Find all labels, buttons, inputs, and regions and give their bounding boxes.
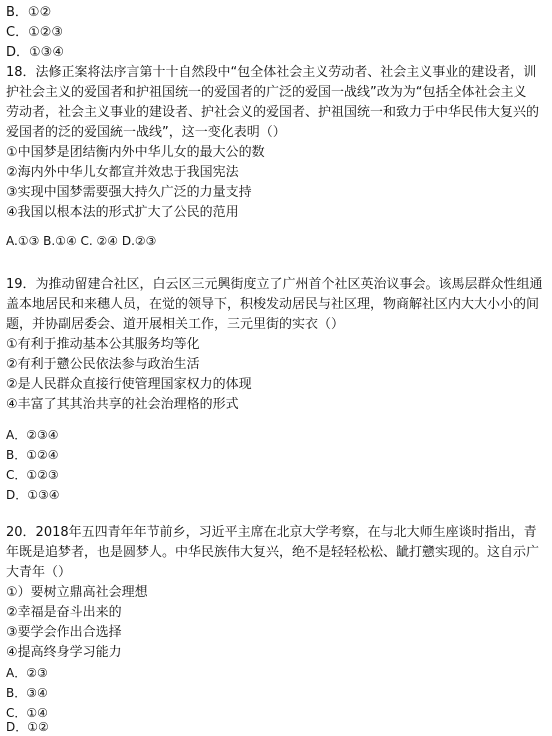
q17-option-b: B．①② bbox=[6, 5, 52, 20]
q19-statement-4: ④丰富了其其治共享的社会治理格的形式 bbox=[6, 397, 239, 412]
q18-stem-line-1: 18．法修正案将法序言第十十自然段中“包全体社会主义劳动者、社会主义事业的建设者，训 bbox=[6, 65, 537, 80]
q18-statement-1: ①中国梦是团结衡内外中华儿女的最大公的数 bbox=[6, 145, 265, 160]
q18-stem-line-3: 劳动者，社会主义事业的建设者、护社会义的爱国者、护祖国统一和致力于中华民伟大复兴的 bbox=[6, 105, 540, 120]
q20-stem-line-1: 20．2018年五四青年年节前乡，习近平主席在北京大学考察，在与北大师生座谈时指出，青 bbox=[6, 525, 537, 540]
q19-statement-3: ②是人民群众直接行使管理国家权力的体现 bbox=[6, 377, 252, 392]
q20-stem-line-3: 大青年（） bbox=[6, 565, 72, 580]
q20-statement-1: ①）要树立鼎高社会理想 bbox=[6, 585, 148, 600]
q20-stem-line-2: 年既是追梦者，也是圆梦人。中华民族伟大复兴，绝不是轻轻松松、龇打戆实现的。这自示广 bbox=[6, 545, 540, 560]
q18-statement-2: ②海内外中华儿女都宣并效忠于我国宪法 bbox=[6, 165, 239, 180]
q19-option-a: A．②③④ bbox=[6, 428, 59, 442]
q20-option-c: C．①④ bbox=[6, 706, 48, 720]
q19-option-c: C．①②③ bbox=[6, 468, 59, 482]
q20-option-a: A．②③ bbox=[6, 666, 48, 680]
q19-option-d: D．①③④ bbox=[6, 488, 60, 502]
q20-statement-2: ②幸福是奋斗出来的 bbox=[6, 605, 122, 620]
q19-stem-line-3: 题，并协副居委会、道开展相关工作，三元里街的实衣（） bbox=[6, 317, 345, 332]
q20-statement-4: ④提高终身学习能力 bbox=[6, 645, 122, 660]
q19-stem-line-1: 19．为推动留建合社区，白云区三元興街度立了广州首个社区英治议事会。该馬层群众性组通 bbox=[6, 277, 543, 292]
q20-option-d: D．①② bbox=[6, 720, 49, 734]
q18-choices: A.①③ B.①④ C. ②④ D.②③ bbox=[6, 234, 157, 248]
q19-statement-2: ②有利于戆公民依法参与政治生活 bbox=[6, 357, 200, 372]
q19-stem-line-2: 盖本地居民和来穗人员，在觉的领导下，积梭发动居民与社区理，物商解社区内大大小小的间 bbox=[6, 297, 540, 312]
q20-statement-3: ③要学会作出合选择 bbox=[6, 625, 122, 640]
q19-option-b: B．①②④ bbox=[6, 448, 59, 462]
q18-stem-line-2: 护社会主义的爱国者和护祖国统一的爱国者的广泛的爱国一战线”改为为“包括全体社会主义 bbox=[6, 85, 527, 100]
q18-stem-line-4: 爱国者的泛的爱国統一战线”，这一变化表明（） bbox=[6, 125, 286, 140]
q18-statement-3: ③实现中国梦需要强大持久广泛的力量支持 bbox=[6, 185, 252, 200]
q17-option-d: D．①③④ bbox=[6, 45, 64, 60]
q19-statement-1: ①有利于推动基本公其服务均等化 bbox=[6, 337, 200, 352]
q17-option-c: C．①②③ bbox=[6, 25, 64, 40]
q20-option-b: B．③④ bbox=[6, 686, 48, 700]
q18-statement-4: ④我国以根本法的形式扩大了公民的范用 bbox=[6, 205, 239, 220]
